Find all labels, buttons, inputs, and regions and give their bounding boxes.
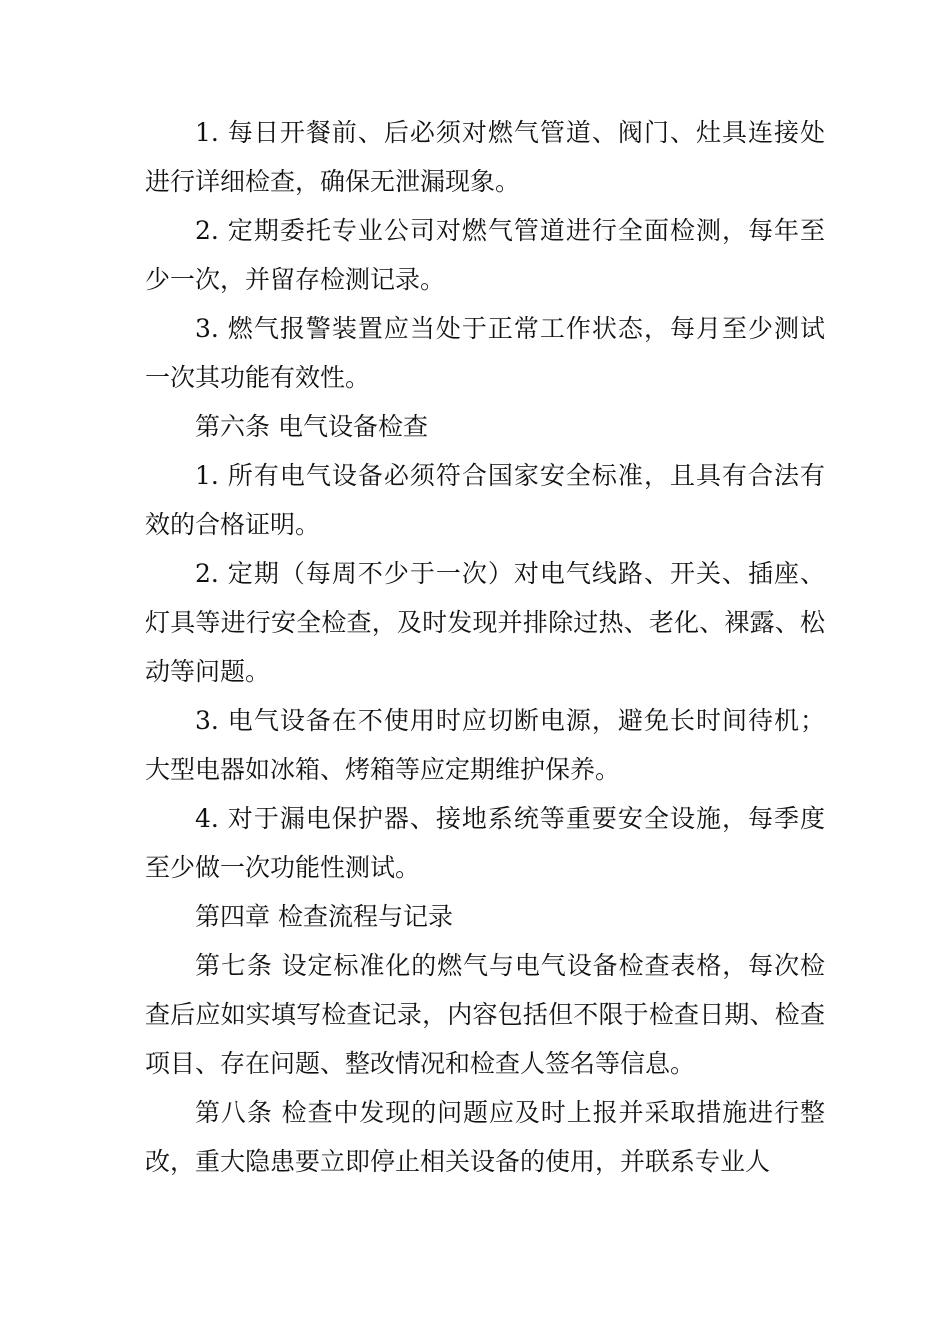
paragraph-article-7: 第七条 设定标准化的燃气与电气设备检查表格，每次检查后应如实填写检查记录，内容包括但不限于检查日期、检查项目、存在问题、整改情况和检查人签名等信息。: [145, 951, 825, 1078]
chapter-heading-4: 第四章 检查流程与记录: [195, 902, 453, 931]
paragraph-electrical-weekly-check: 2. 定期（每周不少于一次）对电气线路、开关、插座、灯具等进行安全检查，及时发现并排除过热、老化、裸露、松动等问题。: [145, 559, 825, 686]
paragraph-electrical-power-off: 3. 电气设备在不使用时应切断电源，避免长时间待机；大型电器如冰箱、烤箱等应定期维护保养。: [145, 706, 825, 784]
paragraph-article-8: 第八条 检查中发现的问题应及时上报并采取措施进行整改，重大隐患要立即停止相关设备的使用，并联系专业人: [145, 1098, 825, 1176]
paragraph-gas-annual-inspection: 2. 定期委托专业公司对燃气管道进行全面检测，每年至少一次，并留存检测记录。: [145, 216, 825, 294]
paragraph-leakage-protector-test: 4. 对于漏电保护器、接地系统等重要安全设施，每季度至少做一次功能性测试。: [145, 804, 825, 882]
paragraph-electrical-standards: 1. 所有电气设备必须符合国家安全标准，且具有合法有效的合格证明。: [145, 461, 825, 539]
article-heading-6: 第六条 电气设备检查: [195, 412, 428, 441]
paragraph-gas-alarm-test: 3. 燃气报警装置应当处于正常工作状态，每月至少测试一次其功能有效性。: [145, 314, 825, 392]
document-body: [145, 108, 825, 1186]
paragraph-gas-daily-check: 1. 每日开餐前、后必须对燃气管道、阀门、灶具连接处进行详细检查，确保无泄漏现象。: [145, 118, 825, 196]
